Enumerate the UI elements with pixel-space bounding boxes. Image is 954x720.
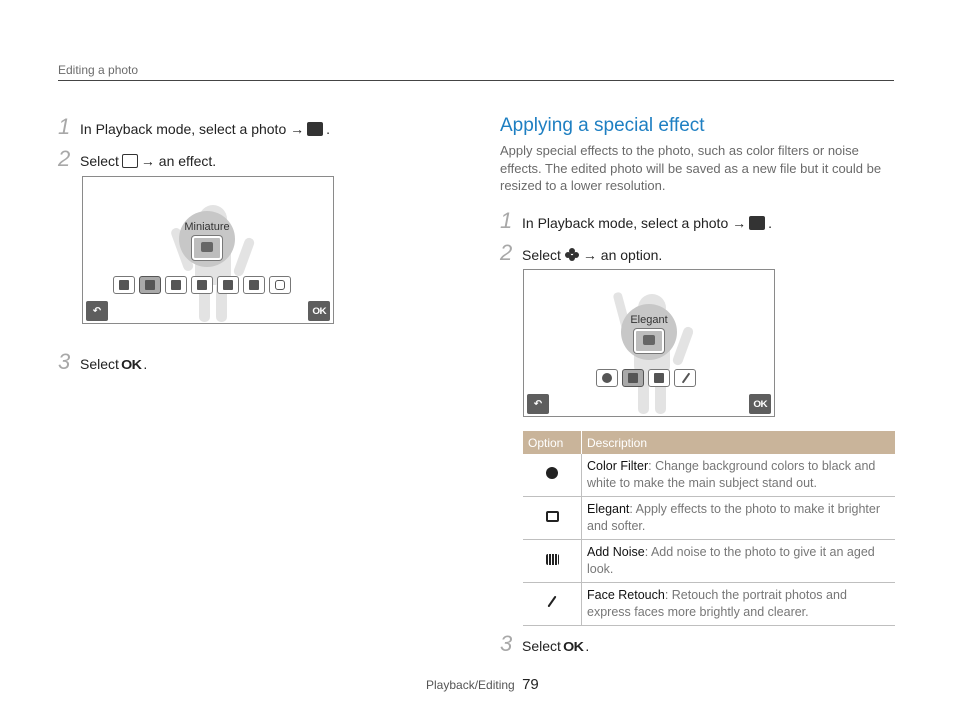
face-retouch-icon: [547, 596, 556, 608]
effect-icon-row: [113, 276, 291, 294]
step-number: 1: [500, 208, 513, 233]
miniature-icon: [192, 236, 222, 260]
bubble-label: Elegant: [630, 314, 668, 326]
section-title: Applying a special effect: [500, 115, 705, 136]
header-divider: [58, 80, 894, 81]
back-button[interactable]: [86, 301, 108, 321]
effect-option-icon[interactable]: [113, 276, 135, 294]
step-text-pre: Select: [522, 247, 561, 263]
step-number: 1: [58, 114, 71, 139]
column-header-description: Description: [582, 431, 896, 454]
footer-section: Playback/Editing: [426, 678, 515, 692]
option-name: Color Filter: [587, 459, 649, 473]
column-header-option: Option: [523, 431, 582, 454]
page-footer: [426, 676, 539, 693]
option-description: : Retouch the portrait photos and express faces more brightly and clearer.: [587, 588, 847, 619]
running-header: Editing a photo: [58, 63, 139, 77]
option-description: : Change background colors to black and white to make the main subject stand out.: [587, 459, 876, 490]
option-name: Add Noise: [587, 545, 645, 559]
effect-icon: [122, 154, 138, 168]
vignette-option-icon[interactable]: [165, 276, 187, 294]
effect-bubble: [179, 211, 235, 267]
fisheye-option-icon[interactable]: [191, 276, 213, 294]
face-retouch-option-icon[interactable]: [674, 369, 696, 387]
elegant-option-icon[interactable]: [622, 369, 644, 387]
camera-screen-effects: [82, 176, 334, 324]
ok-glyph: OK: [120, 356, 142, 372]
camera-screen-special-effect: [523, 269, 775, 417]
step-number: 2: [58, 146, 71, 171]
step-text-post: → an option.: [582, 247, 663, 263]
edit-menu-icon: [749, 216, 765, 230]
ok-glyph: OK: [562, 638, 584, 654]
option-bubble: [621, 304, 677, 360]
table-row: [523, 540, 895, 583]
table-row: [523, 454, 895, 497]
step-text-pre: Select: [80, 153, 119, 169]
option-icon-row: [596, 369, 696, 387]
left-step-1: 1 In Playback mode, select a photo → .: [58, 114, 331, 139]
back-arrow-icon: ↶: [92, 305, 102, 317]
miniature-option-icon[interactable]: [139, 276, 161, 294]
options-table: [523, 431, 895, 626]
ok-button[interactable]: OK: [749, 394, 771, 414]
step-number: 3: [58, 349, 71, 374]
defog-option-icon[interactable]: [243, 276, 265, 294]
option-name: Face Retouch: [587, 588, 665, 602]
color-filter-option-icon[interactable]: [596, 369, 618, 387]
step-number: 3: [500, 631, 513, 656]
right-step-3: 3 Select OK .: [500, 631, 590, 656]
flower-effect-icon: [564, 247, 580, 263]
left-step-2: [58, 146, 216, 172]
page-number: 79: [522, 676, 539, 693]
ok-button[interactable]: OK: [308, 301, 330, 321]
frame-option-icon[interactable]: [269, 276, 291, 294]
step-text-pre: Select: [522, 638, 561, 654]
add-noise-icon: [546, 554, 559, 565]
bubble-label: Miniature: [184, 221, 230, 233]
add-noise-option-icon[interactable]: [648, 369, 670, 387]
right-step-1: 1 In Playback mode, select a photo → .: [500, 208, 773, 233]
option-description: : Add noise to the photo to give it an aged look.: [587, 545, 875, 576]
elegant-icon: [634, 329, 664, 353]
left-step-3: 3 Select OK .: [58, 349, 148, 374]
step-text-post: → an effect.: [140, 153, 217, 169]
step-text: In Playback mode, select a photo →: [80, 121, 305, 137]
option-name: Elegant: [587, 502, 630, 516]
table-header-row: [523, 431, 895, 454]
back-arrow-icon: ↶: [533, 398, 543, 410]
step-text-pre: Select: [80, 356, 119, 372]
sketch-option-icon[interactable]: [217, 276, 239, 294]
back-button[interactable]: [527, 394, 549, 414]
table-row: [523, 583, 895, 626]
section-description: Apply special effects to the photo, such as color filters or noise effects. The edited photo will be saved as a new file but it could be resized to a lower resolution.: [500, 143, 882, 193]
elegant-icon: [546, 511, 559, 522]
edit-menu-icon: [307, 122, 323, 136]
step-number: 2: [500, 240, 513, 265]
option-description: : Apply effects to the photo to make it brighter and softer.: [587, 502, 881, 533]
step-text: In Playback mode, select a photo →: [522, 215, 747, 231]
table-row: [523, 497, 895, 540]
color-filter-icon: [546, 467, 558, 479]
right-step-2: [500, 240, 662, 266]
